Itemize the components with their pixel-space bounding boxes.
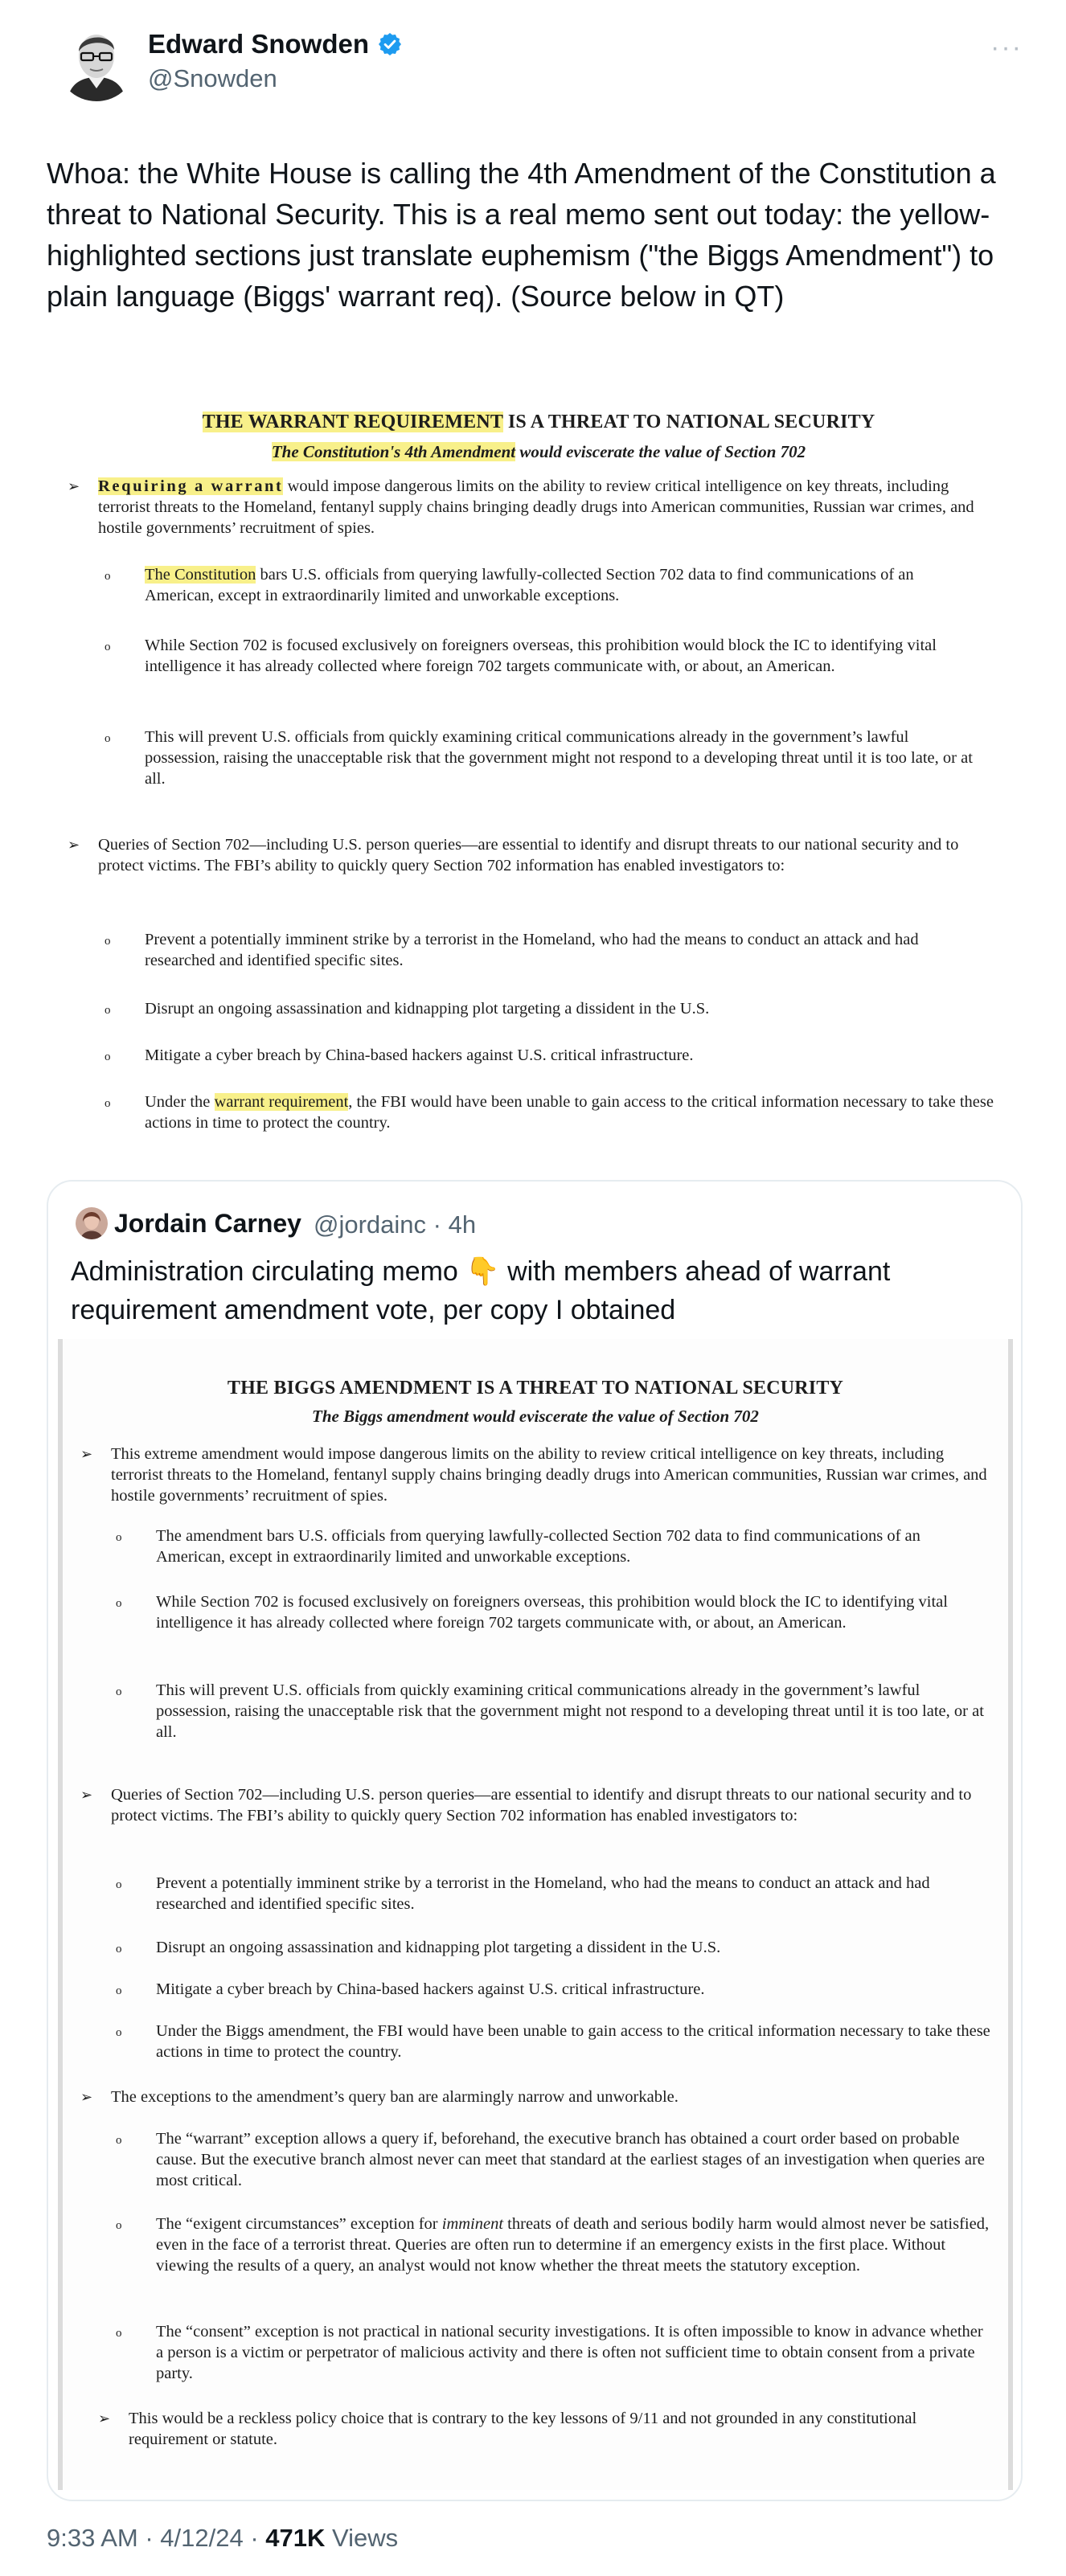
arrow-bullet-icon: ➢ xyxy=(68,837,80,853)
memo-text: The “exigent circumstances” exception for xyxy=(156,2215,442,2233)
quoted-author-handle-time[interactable]: @jordainc · 4h xyxy=(314,1210,477,1239)
memo-text: bars U.S. officials from querying lawfully-collected Section 702 data to find communications of an American, except in extraordinarily limited and unworkable exceptions. xyxy=(145,566,914,604)
memo-subbullet xyxy=(105,727,973,789)
memo-subbullet xyxy=(116,2214,992,2276)
memo-text: Under the Biggs amendment, the FBI would have been unable to gain access to the critical information necessary to take these actions in time to protect the country. xyxy=(156,2022,990,2061)
quoted-author-name[interactable]: Jordain Carney xyxy=(114,1209,301,1238)
more-options-icon[interactable]: ··· xyxy=(990,32,1023,63)
views-count: 471K xyxy=(265,2524,326,2552)
memo-document xyxy=(63,1339,1008,2490)
memo-text: This extreme amendment would impose dangerous limits on the ability to review critical intelligence on key threats, including terrorist threats to the Homeland, fentanyl supply chains bringing deadly drugs into American communities, Russian war crimes, and hostile governments’ recruitment of spies. xyxy=(111,1445,987,1505)
views-label: Views xyxy=(325,2524,399,2552)
author-handle[interactable]: @Snowden xyxy=(148,64,277,92)
memo-text: This will prevent U.S. officials from quickly examining critical communications already in the government’s lawful possession, raising the unacceptable risk that the government might not respond to a developing threat until it is too late, or at all. xyxy=(145,728,973,788)
memo-text: threats of death and serious bodily harm would almost never be satisfied, even in the face of a terrorist threat. Queries are often run to determine if an emergency exists in the first place. Without viewing the results of a query, an analyst would not know whether the threat meets the statutory exception. xyxy=(156,2215,990,2275)
memo-text: Queries of Section 702—including U.S. person queries—are essential to identify and disrupt threats to our national security and to protect victims. The FBI’s ability to quickly query Section 702 information has enabled investigators to: xyxy=(98,836,959,874)
memo-text: Mitigate a cyber breach by China-based hackers against U.S. critical infrastructure. xyxy=(156,1980,705,1998)
highlighted-text: The Constitution's 4th Amendment xyxy=(271,442,516,461)
author-avatar-image xyxy=(56,21,137,101)
verified-badge-icon xyxy=(377,31,403,57)
memo-text: , the FBI would have been unable to gain access to the critical information necessary to take these actions in time to protect the country. xyxy=(145,1093,994,1132)
memo-subtitle xyxy=(64,442,1013,462)
circle-bullet-icon: o xyxy=(116,2026,122,2039)
circle-bullet-icon: o xyxy=(105,732,111,745)
memo-text: This would be a reckless policy choice that is contrary to the key lessons of 9/11 and not grounded in any constitutional requirement or statute. xyxy=(129,2410,917,2448)
memo-text: Under the xyxy=(145,1093,215,1111)
quoted-author-avatar-image xyxy=(76,1207,108,1239)
memo-subbullet xyxy=(105,1091,997,1133)
circle-bullet-icon: o xyxy=(116,1685,122,1698)
memo-subbullet xyxy=(116,2021,992,2062)
memo-text: This will prevent U.S. officials from quickly examining critical communications already in the government’s lawful possession, raising the unacceptable risk that the government might not respond to a developing threat until it is too late, or at all. xyxy=(156,1681,984,1741)
memo-text: The “warrant” exception allows a query if, beforehand, the executive branch has obtained a court order based on probable cause. But the executive branch almost never can meet that standard at the earliest stages of an investigation when queries are most critical. xyxy=(156,2130,985,2189)
memo-subtitle: The Biggs amendment would eviscerate the value of Section 702 xyxy=(312,1407,759,1426)
memo-text: The amendment bars U.S. officials from querying lawfully-collected Section 702 data to find communications of an American, except in extraordinarily limited and unworkable exceptions. xyxy=(156,1527,920,1566)
quoted-tweet-card[interactable] xyxy=(47,1180,1023,2501)
highlighted-text: The Constitution xyxy=(145,566,256,584)
circle-bullet-icon: o xyxy=(116,2134,122,2147)
memo-image-highlighted[interactable] xyxy=(64,412,1013,1151)
highlighted-text: Requiring a warrant xyxy=(98,477,284,495)
circle-bullet-icon: o xyxy=(105,1097,111,1110)
circle-bullet-icon: o xyxy=(116,1531,122,1544)
point-down-emoji-icon: 👇 xyxy=(465,1256,500,1287)
circle-bullet-icon: o xyxy=(105,1050,111,1063)
circle-bullet-icon: o xyxy=(105,1004,111,1017)
memo-subbullet xyxy=(116,1680,992,1743)
memo-text: Mitigate a cyber breach by China-based hackers against U.S. critical infrastructure. xyxy=(145,1046,694,1064)
circle-bullet-icon: o xyxy=(116,2219,122,2232)
memo-bullet xyxy=(80,2087,987,2107)
memo-subbullet xyxy=(116,1526,992,1567)
memo-subbullet xyxy=(105,1045,989,1066)
arrow-bullet-icon: ➢ xyxy=(80,2089,93,2105)
quoted-text-part: with members ahead of warrant requirement amendment vote, per copy I obtained xyxy=(71,1256,891,1325)
author-avatar[interactable] xyxy=(56,21,137,101)
memo-subbullet xyxy=(105,635,989,677)
circle-bullet-icon: o xyxy=(116,2327,122,2340)
quoted-memo-image[interactable] xyxy=(58,1339,1013,2490)
circle-bullet-icon: o xyxy=(116,1984,122,1997)
memo-subbullet xyxy=(105,564,973,606)
tweet-text: Whoa: the White House is calling the 4th Amendment of the Constitution a threat to National Security. This is a real memo sent out today: the yellow-highlighted sections just translate euphemism ("the Biggs Amendment") to plain language (Biggs' warrant req). (Source below in QT) xyxy=(47,157,996,313)
quoted-author-avatar[interactable] xyxy=(76,1207,108,1239)
tweet-timestamp[interactable]: 9:33 AM · 4/12/24 · xyxy=(47,2524,266,2552)
arrow-bullet-icon: ➢ xyxy=(98,2410,111,2427)
circle-bullet-icon: o xyxy=(105,935,111,948)
memo-subbullet xyxy=(116,2128,992,2191)
author-display-name[interactable]: Edward Snowden xyxy=(148,29,370,59)
quoted-text-part: Administration circulating memo xyxy=(71,1256,466,1287)
arrow-bullet-icon: ➢ xyxy=(80,1446,93,1462)
memo-bullet xyxy=(98,2408,981,2450)
highlighted-text: THE WARRANT REQUIREMENT xyxy=(202,412,503,432)
memo-title xyxy=(64,412,1013,433)
tweet-header xyxy=(0,0,1066,129)
circle-bullet-icon: o xyxy=(105,570,111,583)
memo-subbullet xyxy=(116,1873,992,1915)
memo-subtitle-rest: would eviscerate the value of Section 702 xyxy=(515,442,806,461)
tweet-metadata xyxy=(47,2524,398,2553)
highlighted-text: warrant requirement xyxy=(214,1093,349,1111)
circle-bullet-icon: o xyxy=(105,641,111,653)
memo-subbullet xyxy=(116,2321,992,2384)
circle-bullet-icon: o xyxy=(116,1878,122,1891)
memo-text: While Section 702 is focused exclusively on foreigners overseas, this prohibition would block the IC to identifying vital intelligence it has already collected where foreign 702 targets communicate with, or about, an American. xyxy=(145,637,937,675)
memo-bullet xyxy=(80,1784,987,1826)
memo-text-emphasis: imminent xyxy=(441,2215,504,2233)
arrow-bullet-icon: ➢ xyxy=(68,478,80,494)
memo-bullet xyxy=(68,476,982,539)
memo-text: While Section 702 is focused exclusively on foreigners overseas, this prohibition would block the IC to identifying vital intelligence it has already collected where foreign 702 targets communicate with, or about, an American. xyxy=(156,1593,948,1632)
memo-text: Disrupt an ongoing assassination and kidnapping plot targeting a dissident in the U.S. xyxy=(156,1939,721,1956)
memo-text: Disrupt an ongoing assassination and kidnapping plot targeting a dissident in the U.S. xyxy=(145,1000,710,1018)
arrow-bullet-icon: ➢ xyxy=(80,1787,93,1803)
memo-subbullet xyxy=(116,1979,992,2000)
memo-text: The exceptions to the amendment’s query ban are alarmingly narrow and unworkable. xyxy=(111,2088,679,2106)
memo-subbullet xyxy=(105,998,989,1019)
circle-bullet-icon: o xyxy=(116,1943,122,1956)
memo-text: Prevent a potentially imminent strike by a terrorist in the Homeland, who had the means to conduct an attack and had researched and identified specific sites. xyxy=(145,931,919,969)
memo-text: Queries of Section 702—including U.S. person queries—are essential to identify and disrupt threats to our national security and to protect victims. The FBI’s ability to quickly query Section 702 information has enabled investigators to: xyxy=(111,1786,972,1824)
memo-subbullet xyxy=(105,929,989,971)
memo-bullet xyxy=(80,1444,987,1506)
memo-bullet xyxy=(68,834,982,876)
memo-text: The “consent” exception is not practical in national security investigations. It is often impossible to know in advance whether a person is a victim or perpetrator of malicious activity and there is often not sufficient time to obtain consent from a private party. xyxy=(156,2323,983,2382)
circle-bullet-icon: o xyxy=(116,1597,122,1610)
memo-text: would impose dangerous limits on the ability to review critical intelligence on key threats, including terrorist threats to the Homeland, fentanyl supply chains bringing deadly drugs into American communities, Russian war crimes, and hostile governments’ recruitment of spies. xyxy=(98,477,974,537)
memo-subbullet xyxy=(116,1591,992,1633)
memo-text: Prevent a potentially imminent strike by a terrorist in the Homeland, who had the means to conduct an attack and had researched and identified specific sites. xyxy=(156,1874,930,1913)
author-name[interactable] xyxy=(148,29,403,59)
quoted-tweet-text xyxy=(71,1252,995,1329)
memo-title: THE BIGGS AMENDMENT IS A THREAT TO NATIONAL SECURITY xyxy=(227,1378,844,1399)
memo-title-rest: IS A THREAT TO NATIONAL SECURITY xyxy=(502,412,875,432)
memo-subbullet xyxy=(116,1937,992,1958)
